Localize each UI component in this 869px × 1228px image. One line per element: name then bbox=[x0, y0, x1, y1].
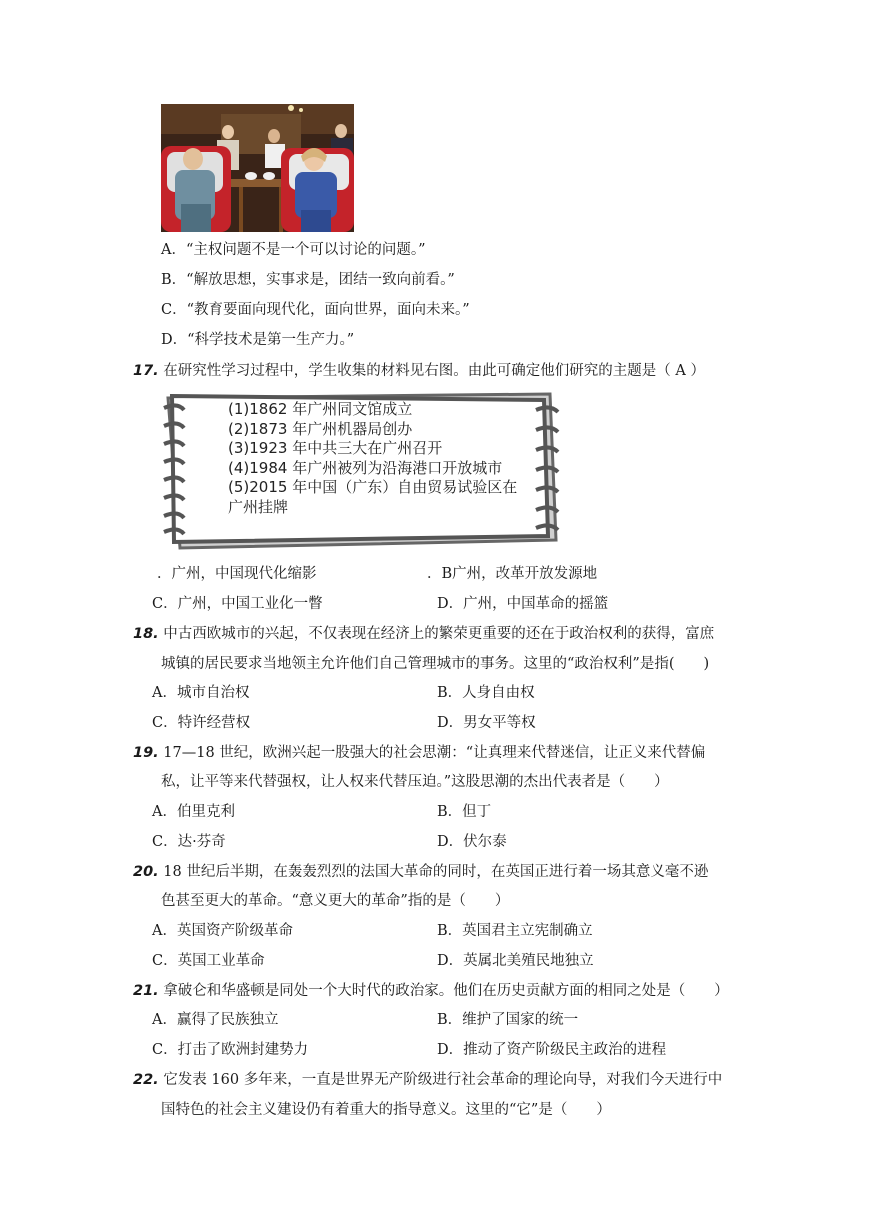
question-number: 19. bbox=[133, 745, 159, 761]
q20-option-c: C．英国工业革命 bbox=[152, 953, 265, 969]
q21-option-b: B．维护了国家的统一 bbox=[437, 1012, 579, 1028]
q17-option-c: C．广州，中国工业化一瞥 bbox=[152, 596, 323, 612]
q17-option-b: ．B广州，改革开放发源地 bbox=[427, 566, 598, 582]
notebook-entry: 广州挂牌 bbox=[228, 497, 289, 516]
q18-option-a: A．城市自治权 bbox=[152, 685, 250, 701]
q18-option-d: D．男女平等权 bbox=[437, 715, 536, 731]
question-number: 22. bbox=[133, 1072, 159, 1088]
notebook-entry: (1)1862 年广州同文馆成立 bbox=[228, 400, 413, 418]
q19-option-a: A．伯里克利 bbox=[152, 804, 235, 820]
q20-stem-line1 bbox=[133, 862, 708, 882]
q22-stem-line1 bbox=[133, 1070, 722, 1090]
q18-option-c: C．特许经营权 bbox=[152, 715, 251, 731]
q16-option-c: C．“教育要面向现代化，面向世界，面向未来。” bbox=[161, 302, 470, 318]
question-text: 在研究性学习过程中，学生收集的材料见右图。由此可确定他们研究的主题是（ A ） bbox=[163, 363, 705, 379]
q16-option-b: B．“解放思想，实事求是，团结一致向前看。” bbox=[161, 272, 455, 288]
q22-stem-line2: 国特色的社会主义建设仍有着重大的指导意义。这里的“它”是（ ） bbox=[161, 1102, 611, 1118]
q21-option-c: C．打击了欧洲封建势力 bbox=[152, 1042, 309, 1058]
q21-option-d: D．推动了资产阶级民主政治的进程 bbox=[437, 1042, 667, 1058]
notebook-entry: (3)1923 年中共三大在广州召开 bbox=[228, 439, 443, 457]
notebook-entry: (4)1984 年广州被列为沿海港口开放城市 bbox=[228, 458, 503, 477]
question-number: 21. bbox=[133, 983, 159, 999]
notebook-entry: (2)1873 年广州机器局创办 bbox=[228, 419, 413, 438]
q19-stem-line1 bbox=[133, 743, 705, 763]
q18-option-b: B．人身自由权 bbox=[437, 685, 535, 701]
q19-option-b: B．但丁 bbox=[437, 804, 492, 820]
q17-option-a: ．广州，中国现代化缩影 bbox=[157, 566, 317, 582]
q16-option-d: D．“科学技术是第一生产力。” bbox=[161, 332, 355, 348]
q20-option-b: B．英国君主立宪制确立 bbox=[437, 923, 593, 939]
question-number: 18. bbox=[133, 626, 159, 642]
q21-option-a: A．赢得了民族独立 bbox=[152, 1012, 279, 1028]
q20-stem-line2: 色甚至更大的革命。“意义更大的革命”指的是（ ） bbox=[161, 893, 510, 909]
q20-option-d: D．英属北美殖民地独立 bbox=[437, 953, 594, 969]
q21-stem bbox=[133, 981, 729, 1001]
question-text: 17—18 世纪，欧洲兴起一股强大的社会思潮：“让真理来代替迷信，让正义来代替偏 bbox=[163, 745, 706, 761]
q18-stem-line1 bbox=[133, 624, 714, 644]
question-number: 20. bbox=[133, 864, 159, 880]
q20-option-a: A．英国资产阶级革命 bbox=[152, 923, 293, 939]
question-number: 17. bbox=[133, 363, 159, 379]
notebook-entries bbox=[228, 400, 517, 517]
q17-option-d: D．广州，中国革命的摇篮 bbox=[437, 596, 609, 612]
notebook-entry: (5)2015 年中国（广东）自由贸易试验区在 bbox=[228, 478, 518, 496]
question-text: 中古西欧城市的兴起，不仅表现在经济上的繁荣更重要的还在于政治权利的获得，富庶 bbox=[163, 626, 715, 642]
question-text: 拿破仑和华盛顿是同处一个大时代的政治家。他们在历史贡献方面的相同之处是（ ） bbox=[163, 983, 729, 999]
q17-stem bbox=[133, 361, 705, 381]
q16-option-a: A．“主权问题不是一个可以讨论的问题。” bbox=[161, 242, 426, 258]
q18-stem-line2: 城镇的居民要求当地领主允许他们自己管理城市的事务。这里的“政治权利”是指( ) bbox=[161, 656, 710, 672]
q19-stem-line2: 私，让平等来代替强权，让人权来代替压迫。”这股思潮的杰出代表者是（ ） bbox=[161, 774, 669, 790]
question-text: 它发表 160 多年来，一直是世界无产阶级进行社会革命的理论向导，对我们今天进行中 bbox=[163, 1072, 723, 1088]
question-text: 18 世纪后半期，在轰轰烈烈的法国大革命的同时，在英国正进行着一场其意义毫不逊 bbox=[163, 864, 709, 880]
q19-option-d: D．伏尔泰 bbox=[437, 834, 507, 850]
meeting-photo bbox=[161, 104, 354, 232]
q19-option-c: C．达·芬奇 bbox=[152, 834, 226, 850]
